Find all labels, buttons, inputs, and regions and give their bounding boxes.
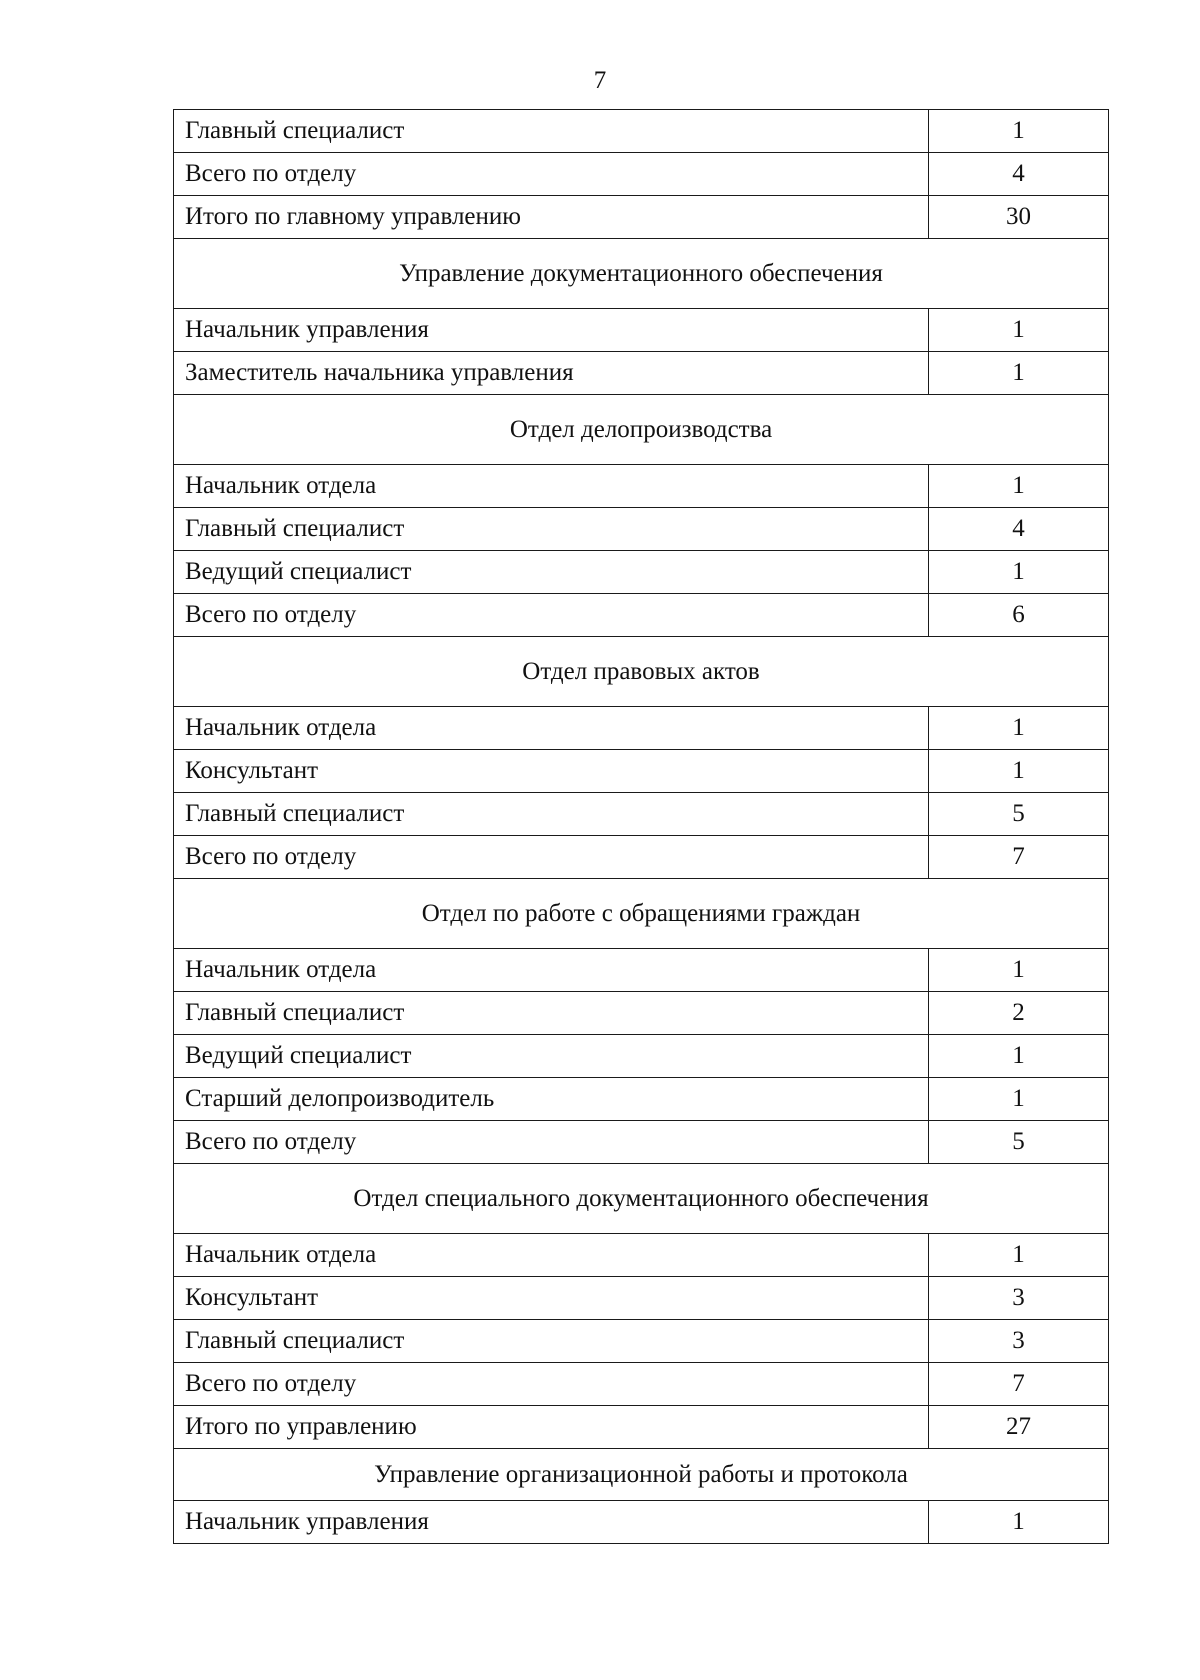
table-row (174, 992, 1109, 1035)
position-label: Начальник отдела (174, 1234, 929, 1277)
table-row (174, 1078, 1109, 1121)
table-row (174, 551, 1109, 594)
position-count: 1 (929, 949, 1109, 992)
position-count: 1 (929, 707, 1109, 750)
position-label: Начальник отдела (174, 949, 929, 992)
section-title: Управление документационного обеспечения (174, 239, 1109, 309)
staffing-table (173, 109, 1109, 1544)
position-label: Ведущий специалист (174, 551, 929, 594)
position-count: 5 (929, 1121, 1109, 1164)
section-header-row (174, 239, 1109, 309)
position-count: 3 (929, 1277, 1109, 1320)
position-label: Начальник управления (174, 309, 929, 352)
position-count: 7 (929, 836, 1109, 879)
section-title: Отдел специального документационного обеспечения (174, 1164, 1109, 1234)
staffing-table-body (174, 110, 1109, 1544)
position-count: 4 (929, 153, 1109, 196)
position-count: 5 (929, 793, 1109, 836)
position-count: 1 (929, 352, 1109, 395)
position-count: 30 (929, 196, 1109, 239)
position-label: Главный специалист (174, 793, 929, 836)
position-count: 1 (929, 750, 1109, 793)
position-count: 1 (929, 465, 1109, 508)
table-row (174, 465, 1109, 508)
position-count: 3 (929, 1320, 1109, 1363)
position-count: 1 (929, 551, 1109, 594)
table-row (174, 1234, 1109, 1277)
section-header-row (174, 637, 1109, 707)
position-count: 7 (929, 1363, 1109, 1406)
section-header-row (174, 1449, 1109, 1501)
position-count: 2 (929, 992, 1109, 1035)
position-label: Главный специалист (174, 508, 929, 551)
position-count: 1 (929, 110, 1109, 153)
table-row (174, 1406, 1109, 1449)
position-count: 1 (929, 1234, 1109, 1277)
section-title: Отдел правовых актов (174, 637, 1109, 707)
section-header-row (174, 879, 1109, 949)
table-row (174, 196, 1109, 239)
table-row (174, 110, 1109, 153)
position-count: 1 (929, 1078, 1109, 1121)
position-label: Консультант (174, 1277, 929, 1320)
table-row (174, 508, 1109, 551)
table-row (174, 949, 1109, 992)
table-row (174, 1121, 1109, 1164)
table-row (174, 1035, 1109, 1078)
position-label: Всего по отделу (174, 1363, 929, 1406)
table-row (174, 750, 1109, 793)
table-row (174, 836, 1109, 879)
position-label: Всего по отделу (174, 594, 929, 637)
table-row (174, 793, 1109, 836)
position-count: 1 (929, 1501, 1109, 1544)
table-row (174, 352, 1109, 395)
table-row (174, 707, 1109, 750)
table-row (174, 594, 1109, 637)
position-count: 1 (929, 309, 1109, 352)
position-label: Главный специалист (174, 1320, 929, 1363)
table-row (174, 1501, 1109, 1544)
page-number: 7 (593, 67, 607, 94)
position-label: Старший делопроизводитель (174, 1078, 929, 1121)
position-label: Заместитель начальника управления (174, 352, 929, 395)
position-label: Главный специалист (174, 110, 929, 153)
section-title: Управление организационной работы и протокола (174, 1449, 1109, 1501)
position-count: 6 (929, 594, 1109, 637)
position-label: Всего по отделу (174, 1121, 929, 1164)
position-label: Начальник управления (174, 1501, 929, 1544)
section-title: Отдел по работе с обращениями граждан (174, 879, 1109, 949)
position-label: Всего по отделу (174, 836, 929, 879)
position-count: 4 (929, 508, 1109, 551)
position-label: Главный специалист (174, 992, 929, 1035)
position-label: Консультант (174, 750, 929, 793)
table-row (174, 309, 1109, 352)
position-label: Ведущий специалист (174, 1035, 929, 1078)
table-row (174, 1320, 1109, 1363)
section-header-row (174, 1164, 1109, 1234)
position-count: 1 (929, 1035, 1109, 1078)
section-header-row (174, 395, 1109, 465)
position-label: Всего по отделу (174, 153, 929, 196)
table-row (174, 1277, 1109, 1320)
section-title: Отдел делопроизводства (174, 395, 1109, 465)
position-label: Итого по главному управлению (174, 196, 929, 239)
position-label: Итого по управлению (174, 1406, 929, 1449)
table-row (174, 1363, 1109, 1406)
position-label: Начальник отдела (174, 707, 929, 750)
position-count: 27 (929, 1406, 1109, 1449)
position-label: Начальник отдела (174, 465, 929, 508)
table-row (174, 153, 1109, 196)
